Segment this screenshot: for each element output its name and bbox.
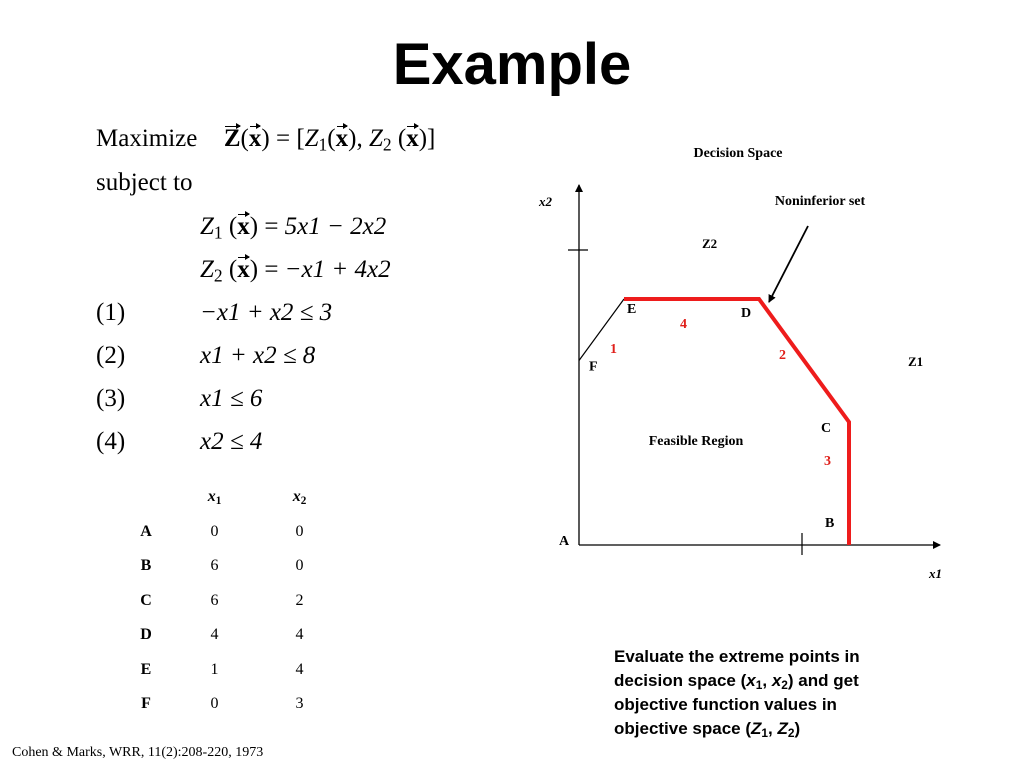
axis-x-label: x1 [929, 566, 942, 581]
z1-definition: $Z_1$ (x) = 5x1 − 2x2 [200, 213, 387, 243]
note-line-1: Evaluate the extreme points in [614, 647, 860, 666]
constraint-3-label: (3) [96, 385, 126, 412]
point-a-label: A [559, 534, 570, 549]
z2-definition: $Z_2$ (x) = −x1 + 4x2 [200, 256, 391, 286]
axis-y-label: x2 [539, 194, 552, 209]
noninferior-set-label: Noninferior set [774, 194, 866, 209]
objective-line: Maximize $Z(x) = [Z_1(x)$, $Z_2$ (x)] [96, 125, 436, 155]
header-x2: $x_2$ [292, 488, 307, 508]
note-line-4: objective space ($Z_1$, $Z_2$) [614, 719, 801, 740]
table-row: F 0 3 [141, 695, 304, 713]
table-row: E 1 4 [140, 660, 304, 678]
constraint-1-label: (1) [96, 299, 126, 326]
z1-direction-label: Z1 [908, 354, 924, 369]
vector-z-symbol: Z [223, 125, 241, 152]
table-row: D 4 4 [140, 626, 304, 644]
z2-rhs: −x1 + 4x2 [284, 256, 391, 283]
point-b-label: B [825, 516, 835, 531]
constraint-number-3: 3 [824, 454, 831, 469]
point-e-label: E [627, 302, 637, 317]
maximize-label: Maximize [96, 125, 198, 152]
header-x1: $x_1$ [207, 488, 222, 508]
noninferior-frontier [624, 299, 849, 545]
constraint-3-expr: x1 ≤ 6 [200, 385, 263, 412]
constraint-number-1: 1 [610, 342, 617, 357]
note-line-2: decision space ($x_1$, $x_2$) and get [614, 671, 859, 692]
subject-to-label: subject to [96, 169, 193, 196]
table-row: B 6 0 [140, 557, 304, 575]
z2-direction-label: Z2 [702, 236, 718, 251]
constraint-number-2: 2 [779, 348, 786, 363]
citation-footer: Cohen & Marks, WRR, 11(2):208-220, 1973 [12, 745, 264, 760]
point-c-label: C [821, 421, 832, 436]
page-title: Example [392, 32, 632, 97]
feasible-region-label: Feasible Region [648, 434, 744, 449]
vector-x-symbol: x [248, 125, 262, 152]
point-d-label: D [741, 306, 752, 321]
z1-rhs: 5x1 − 2x2 [284, 213, 387, 240]
evaluation-note [614, 645, 934, 741]
constraint-2-expr: x1 + x2 ≤ 8 [200, 342, 316, 369]
constraint-number-4: 4 [680, 317, 687, 332]
constraint-1-expr: −x1 + x2 ≤ 3 [200, 299, 333, 326]
edge-f-e [579, 299, 624, 361]
point-f-label: F [589, 359, 598, 375]
table-row: C 6 2 [140, 591, 304, 609]
constraint-2-label: (2) [96, 342, 126, 369]
noninferior-arrow [769, 226, 808, 302]
table-row: A 0 0 [140, 522, 304, 540]
constraint-4-label: (4) [96, 428, 126, 455]
diagram-title: Decision Space [693, 146, 783, 161]
constraint-4-expr: x2 ≤ 4 [200, 428, 263, 455]
note-line-3: objective function values in [614, 695, 837, 714]
